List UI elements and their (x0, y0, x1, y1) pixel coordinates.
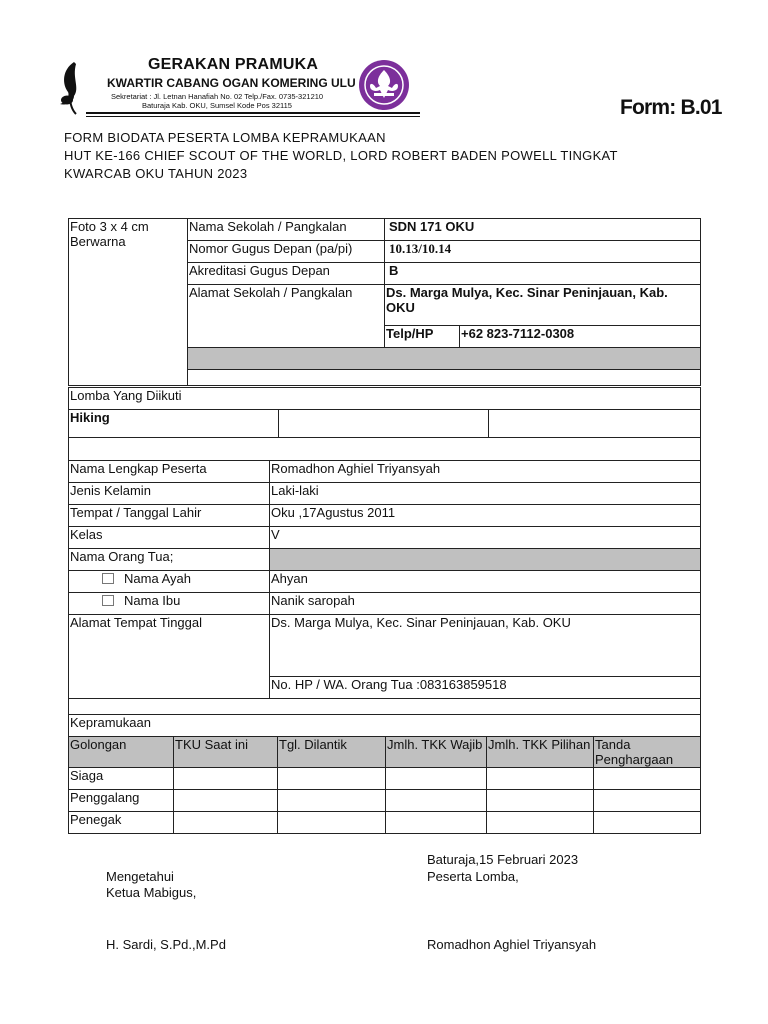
table-row (69, 768, 701, 790)
table-cell (386, 812, 487, 834)
branch-name: KWARTIR CABANG OGAN KOMERING ULU (107, 76, 356, 90)
scouting-table (68, 714, 701, 834)
sign-right-name: Romadhon Aghiel Triyansyah (427, 937, 597, 952)
scouting-header-golongan: Golongan (69, 737, 174, 768)
org-name: GERAKAN PRAMUKA (148, 56, 319, 73)
competition-cell-3 (489, 410, 701, 438)
phone-label: Telp/HP (385, 326, 460, 348)
scouting-header-tkk-wajib: Jmlh. TKK Wajib (386, 737, 487, 768)
sign-left-line-1: Mengetahui (106, 869, 174, 884)
scouting-header-award: Tanda Penghargaan (594, 737, 701, 768)
sign-left-line-2: Ketua Mabigus, (106, 885, 197, 900)
form-title-line-3: KWARCAB OKU TAHUN 2023 (64, 166, 248, 181)
mother-label: Nama Ibu (124, 593, 181, 608)
checkbox-icon (102, 573, 114, 584)
table-cell (278, 812, 386, 834)
competition-value: Hiking (69, 410, 279, 438)
table-cell (594, 790, 701, 812)
birth-value: Oku ,17Agustus 2011 (270, 505, 701, 527)
sign-right-line-1: Peserta Lomba, (427, 869, 519, 884)
birth-label: Tempat / Tanggal Lahir (69, 505, 270, 527)
accreditation-label: Akreditasi Gugus Depan (188, 263, 385, 285)
participant-table (68, 460, 701, 715)
address-line-1: Sekretariat : Jl. Letnan Hanafiah No. 02 Telp./Fax. 0735-321210 (111, 92, 324, 101)
table-cell: Penegak (69, 812, 174, 834)
gender-label: Jenis Kelamin (69, 483, 270, 505)
table-cell: Siaga (69, 768, 174, 790)
scouting-header-tku: TKU Saat ini (174, 737, 278, 768)
competition-blank-row (69, 438, 701, 461)
table-cell (174, 812, 278, 834)
school-name-value: SDN 171 OKU (385, 219, 701, 241)
school-blank-row (188, 370, 701, 386)
header-rule-thin (86, 116, 420, 117)
form-title-line-1: FORM BIODATA PESERTA LOMBA KEPRAMUKAAN (64, 130, 386, 145)
address-line-2: Baturaja Kab. OKU, Sumsel Kode Pos 32115 (142, 101, 292, 110)
gugus-depan-value: 10.13/10.14 (385, 241, 701, 263)
table-cell (278, 790, 386, 812)
table-cell (487, 812, 594, 834)
school-info-table (68, 218, 701, 386)
competition-label: Lomba Yang Diikuti (69, 388, 701, 410)
form-title-line-2: HUT KE-166 CHIEF SCOUT OF THE WORLD, LORD ROBERT BADEN POWELL TINGKAT (64, 148, 618, 163)
table-cell (386, 768, 487, 790)
school-name-label: Nama Sekolah / Pangkalan (188, 219, 385, 241)
school-address-value: Ds. Marga Mulya, Kec. Sinar Peninjauan, Kab. OKU (385, 285, 701, 326)
checkbox-icon (102, 595, 114, 606)
class-label: Kelas (69, 527, 270, 549)
tunas-kelapa-logo (56, 58, 88, 116)
table-cell (594, 768, 701, 790)
competition-cell-2 (279, 410, 489, 438)
gugus-depan-label: Nomor Gugus Depan (pa/pi) (188, 241, 385, 263)
father-label: Nama Ayah (124, 571, 191, 586)
wosm-emblem (356, 58, 412, 112)
place-date: Baturaja,15 Februari 2023 (427, 852, 579, 867)
father-value: Ahyan (270, 571, 701, 593)
header-rule-thick (86, 112, 420, 114)
full-name-value: Romadhon Aghiel Triyansyah (270, 461, 701, 483)
home-address-value: Ds. Marga Mulya, Kec. Sinar Peninjauan, Kab. OKU (270, 615, 701, 677)
scouting-header-tgl: Tgl. Dilantik (278, 737, 386, 768)
table-cell (487, 768, 594, 790)
table-cell (174, 768, 278, 790)
participant-blank-row (69, 699, 701, 715)
mother-label-cell (69, 593, 270, 615)
phone-value: +62 823-7112-0308 (460, 326, 701, 348)
table-cell (594, 812, 701, 834)
table-cell (174, 790, 278, 812)
accreditation-value: B (385, 263, 701, 285)
school-address-label: Alamat Sekolah / Pangkalan (188, 285, 385, 348)
table-row (69, 790, 701, 812)
competition-table (68, 387, 701, 461)
table-cell (278, 768, 386, 790)
photo-placeholder (69, 219, 188, 386)
class-value: V (270, 527, 701, 549)
photo-label: Foto 3 x 4 cm Berwarna (70, 219, 149, 249)
table-cell (487, 790, 594, 812)
table-cell (386, 790, 487, 812)
parents-grey-cell (270, 549, 701, 571)
scouting-label: Kepramukaan (69, 715, 701, 737)
gender-value: Laki-laki (270, 483, 701, 505)
school-grey-row (188, 348, 701, 370)
full-name-label: Nama Lengkap Peserta (69, 461, 270, 483)
mother-value: Nanik saropah (270, 593, 701, 615)
home-address-label: Alamat Tempat Tinggal (69, 615, 270, 699)
sign-left-name: H. Sardi, S.Pd.,M.Pd (106, 937, 226, 952)
parents-label: Nama Orang Tua; (69, 549, 270, 571)
parent-phone: No. HP / WA. Orang Tua :083163859518 (270, 677, 701, 699)
scouting-header-tkk-pilihan: Jmlh. TKK Pilihan (487, 737, 594, 768)
table-cell: Penggalang (69, 790, 174, 812)
form-code: Form: B.01 (620, 96, 722, 119)
father-label-cell (69, 571, 270, 593)
table-row (69, 812, 701, 834)
